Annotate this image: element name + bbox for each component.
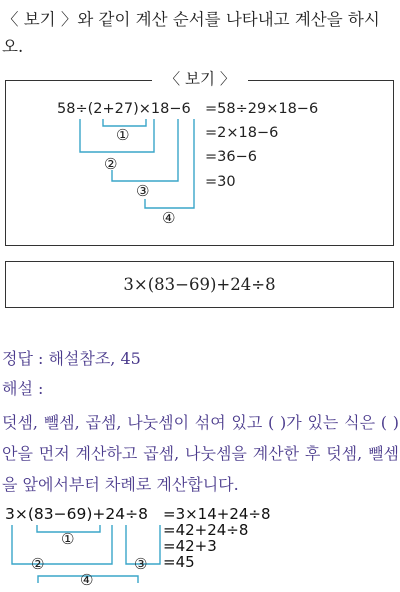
example-expression: 58÷(2+27)×18−6 bbox=[57, 101, 191, 117]
example-bracket-3 bbox=[112, 119, 178, 181]
question-text: 〈 보기 〉와 같이 계산 순서를 나타내고 계산을 하시오. bbox=[2, 10, 380, 56]
example-bracket-1 bbox=[103, 119, 146, 126]
solution-step-2: =42+24÷8 bbox=[163, 521, 249, 539]
solution-expression: 3×(83−69)+24÷8 bbox=[5, 505, 148, 523]
problem-box bbox=[5, 261, 394, 308]
example-marker-3: ③ bbox=[136, 182, 150, 200]
explanation-text: 덧셈, 뺄셈, 곱셈, 나눗셈이 섞여 있고 ( )가 있는 식은 ( ) 안을 먼저 계산하고 곱셈, 나눗셈을 계산한 후 덧셈, 뺄셈을 앞에서부터 차례로 계산합니다. bbox=[2, 413, 399, 494]
example-marker-4: ④ bbox=[162, 209, 176, 227]
answer-line: 정답 : 해설참조, 45 bbox=[2, 349, 141, 368]
example-step-4: =30 bbox=[205, 174, 236, 190]
solution-marker-1: ① bbox=[61, 530, 75, 548]
solution-marker-3: ③ bbox=[134, 555, 148, 573]
example-marker-1: ① bbox=[116, 126, 130, 144]
example-step-2: =2×18−6 bbox=[205, 125, 279, 141]
example-step-1: =58÷29×18−6 bbox=[205, 101, 319, 117]
solution-step-1: =3×14+24÷8 bbox=[163, 505, 271, 523]
example-bracket-2 bbox=[80, 119, 154, 152]
solution-marker-2: ② bbox=[31, 555, 45, 573]
example-marker-2: ② bbox=[104, 155, 118, 173]
example-box-title: 〈 보기 〉 bbox=[152, 66, 248, 92]
problem-expression: 3×(83−69)+24÷8 bbox=[123, 275, 276, 294]
solution-step-4: =45 bbox=[163, 553, 195, 571]
example-bracket-4 bbox=[145, 119, 194, 208]
example-step-3: =36−6 bbox=[205, 149, 257, 165]
explanation-label: 해설 : bbox=[2, 379, 44, 398]
solution-marker-4: ④ bbox=[80, 571, 94, 589]
solution-step-3: =42+3 bbox=[163, 537, 217, 555]
